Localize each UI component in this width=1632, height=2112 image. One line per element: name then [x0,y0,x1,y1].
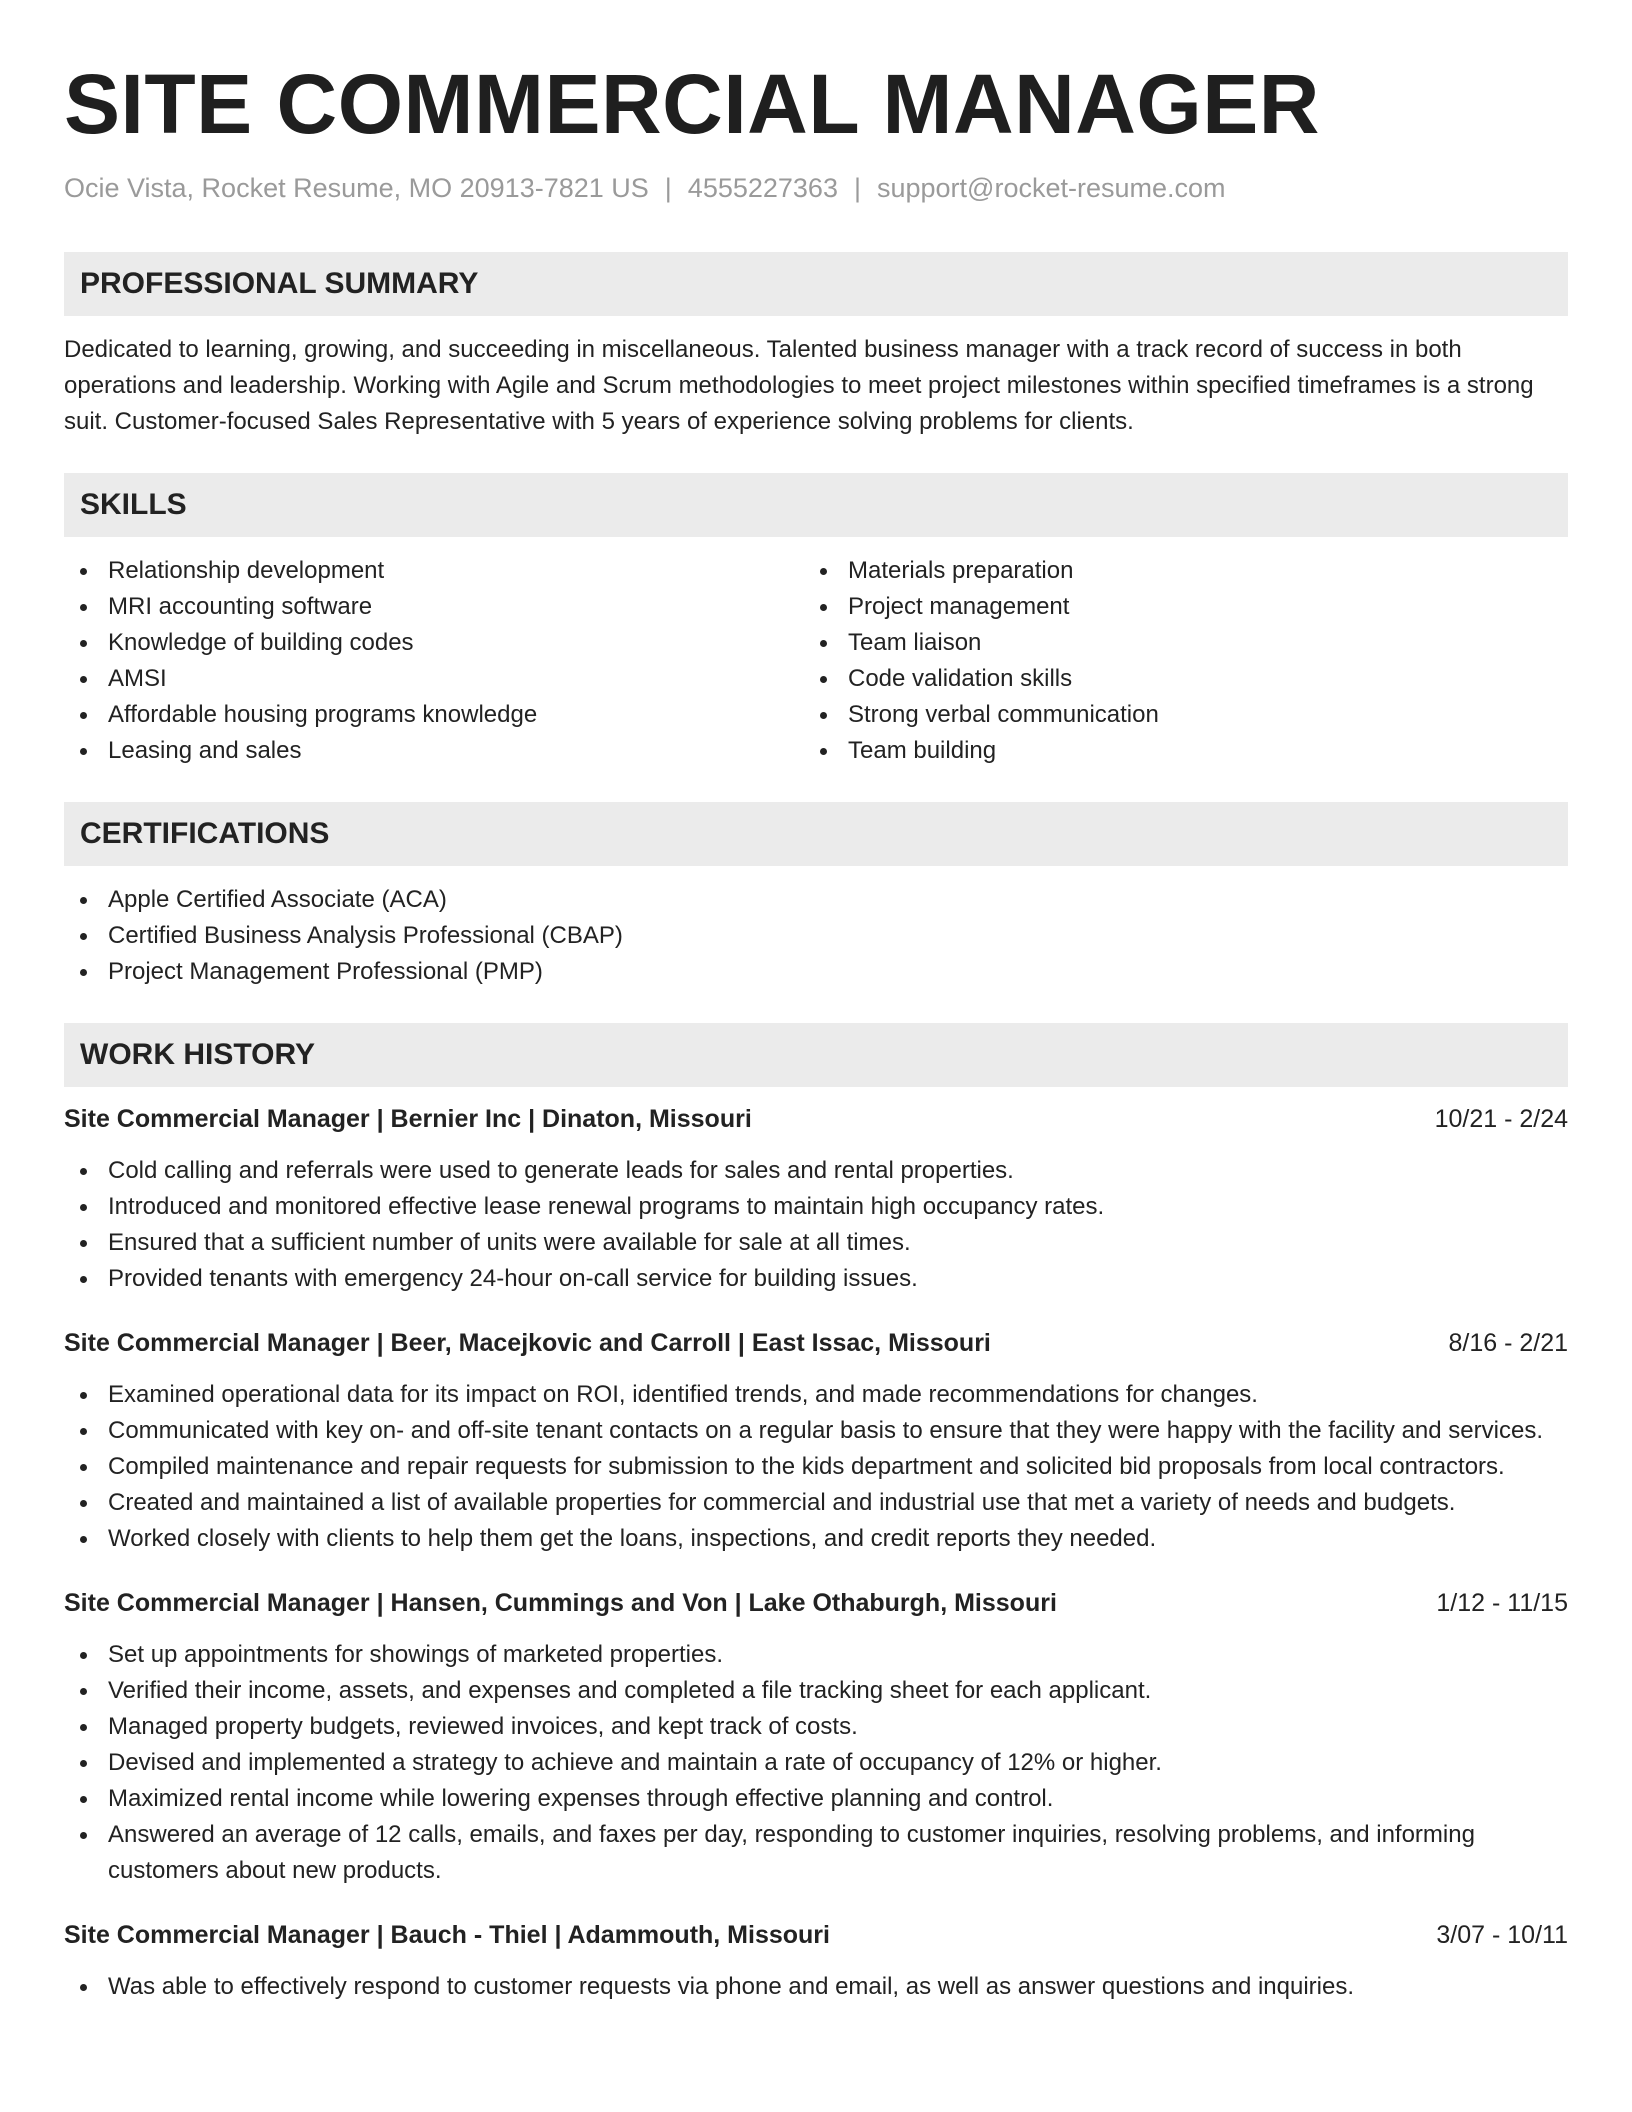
job-duties [64,1637,1568,1889]
job-entry [64,1585,1568,1889]
contact-phone: 4555227363 [687,173,838,203]
job-dates: 8/16 - 2/21 [1448,1329,1568,1357]
contact-address: Ocie Vista, Rocket Resume, MO 20913-7821 US [64,173,649,203]
certification-item: Apple Certified Associate (ACA) [64,882,1568,918]
job-duty: Communicated with key on- and off-site tenant contacts on a regular basis to ensure that they were happy with the facility and services. [64,1413,1568,1449]
skill-item: Materials preparation [804,553,1544,589]
skill-item: Knowledge of building codes [64,625,804,661]
contact-line [64,170,1568,206]
summary-section [64,252,1568,440]
job-duty: Cold calling and referrals were used to generate leads for sales and rental properties. [64,1153,1568,1189]
page-title: SITE COMMERCIAL MANAGER [64,57,1320,151]
job-header [64,1585,1568,1621]
job-duty: Was able to effectively respond to customer requests via phone and email, as well as answer questions and inquiries. [64,1969,1568,2005]
skill-item: AMSI [64,661,804,697]
job-duty: Worked closely with clients to help them get the loans, inspections, and credit reports they needed. [64,1521,1568,1557]
job-title: Site Commercial Manager | Bernier Inc | Dinaton, Missouri [64,1105,752,1133]
skill-item: Team liaison [804,625,1544,661]
job-header [64,1325,1568,1361]
job-duty: Verified their income, assets, and expenses and completed a file tracking sheet for each applicant. [64,1673,1568,1709]
summary-heading: PROFESSIONAL SUMMARY [64,252,1568,316]
job-title: Site Commercial Manager | Hansen, Cummings and Von | Lake Othaburgh, Missouri [64,1589,1057,1617]
contact-email: support@rocket-resume.com [876,173,1226,203]
contact-separator: | [664,173,672,203]
job-duties [64,1377,1568,1557]
job-duty: Provided tenants with emergency 24-hour on-call service for building issues. [64,1261,1568,1297]
job-duty: Ensured that a sufficient number of units were available for sale at all times. [64,1225,1568,1261]
job-entry [64,1917,1568,2005]
certifications-section [64,802,1568,990]
job-duty: Set up appointments for showings of marketed properties. [64,1637,1568,1673]
job-duties [64,1153,1568,1297]
job-duty: Introduced and monitored effective lease renewal programs to maintain high occupancy rates. [64,1189,1568,1225]
skill-item: MRI accounting software [64,589,804,625]
job-duty: Maximized rental income while lowering expenses through effective planning and control. [64,1781,1568,1817]
job-dates: 10/21 - 2/24 [1434,1105,1568,1133]
job-duty: Created and maintained a list of available properties for commercial and industrial use that met a variety of needs and budgets. [64,1485,1568,1521]
certification-item: Certified Business Analysis Professional (CBAP) [64,918,1568,954]
job-title: Site Commercial Manager | Bauch - Thiel | Adammouth, Missouri [64,1921,830,1949]
certifications-heading: CERTIFICATIONS [64,802,1568,866]
job-duties [64,1969,1568,2005]
skill-item: Code validation skills [804,661,1544,697]
work-history-heading: WORK HISTORY [64,1023,1568,1087]
job-duty: Compiled maintenance and repair requests for submission to the kids department and solicited bid proposals from local contractors. [64,1449,1568,1485]
skill-item: Team building [804,733,1544,769]
job-dates: 3/07 - 10/11 [1436,1921,1568,1949]
job-header [64,1101,1568,1137]
skills-heading: SKILLS [64,473,1568,537]
skill-item: Project management [804,589,1544,625]
skill-item: Strong verbal communication [804,697,1544,733]
skill-item: Leasing and sales [64,733,804,769]
certifications-list [64,882,1568,990]
job-dates: 1/12 - 11/15 [1436,1589,1568,1617]
contact-separator: | [853,173,861,203]
skills-list-right [804,553,1544,769]
skills-section [64,473,1568,769]
job-duty: Examined operational data for its impact on ROI, identified trends, and made recommendations for changes. [64,1377,1568,1413]
job-title: Site Commercial Manager | Beer, Macejkovic and Carroll | East Issac, Missouri [64,1329,991,1357]
summary-text: Dedicated to learning, growing, and succeeding in miscellaneous. Talented business manager with a track record of success in both operations and leadership. Working with Agile and Scrum methodologies to meet project milestones within specified timeframes is a strong suit. Customer-focused Sales Representative with 5 years of experience solving problems for clients. [64,336,1534,435]
job-duty: Devised and implemented a strategy to achieve and maintain a rate of occupancy of 12% or higher. [64,1745,1568,1781]
skills-list-left [64,553,804,769]
skill-item: Affordable housing programs knowledge [64,697,804,733]
certification-item: Project Management Professional (PMP) [64,954,1568,990]
job-entry [64,1101,1568,1297]
skill-item: Relationship development [64,553,804,589]
job-duty: Answered an average of 12 calls, emails, and faxes per day, responding to customer inquiries, resolving problems, and informing customers about new products. [64,1817,1568,1889]
job-duty: Managed property budgets, reviewed invoices, and kept track of costs. [64,1709,1568,1745]
work-history-section [64,1023,1568,2005]
job-entry [64,1325,1568,1557]
skills-grid [64,553,1568,769]
job-header [64,1917,1568,1953]
